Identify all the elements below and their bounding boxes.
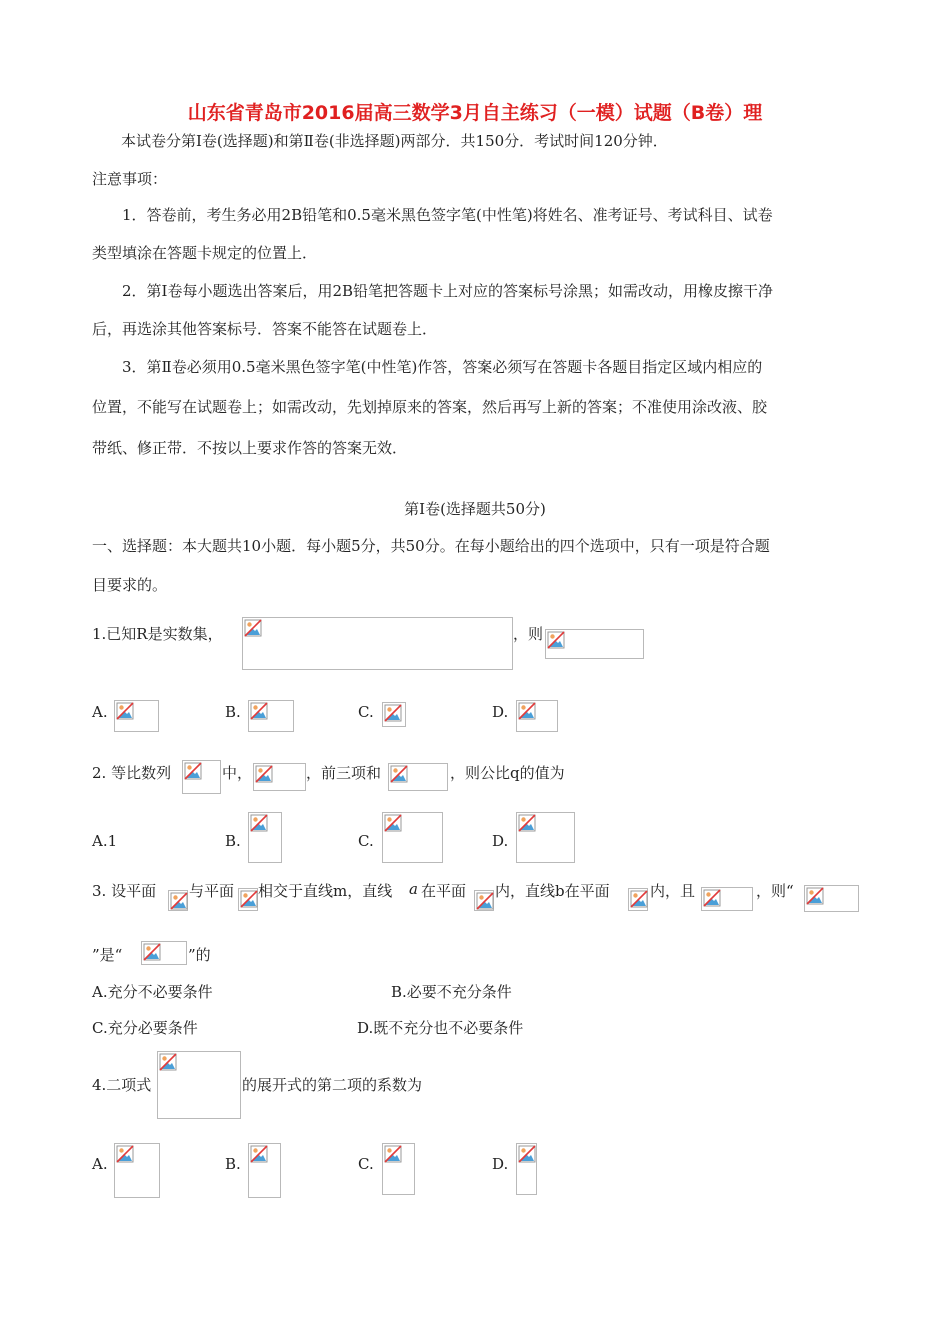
broken-image-icon <box>250 814 268 832</box>
broken-image-icon <box>703 889 721 907</box>
q2-option-label: D. <box>492 832 509 850</box>
q1-option-label: B. <box>225 703 241 721</box>
note-line: 类型填涂在答题卡规定的位置上． <box>92 244 318 262</box>
intro-text: 本试卷分第Ⅰ卷(选择题)和第Ⅱ卷(非选择题)两部分．共150分．考试时间120分钟． <box>121 132 668 150</box>
q3-option: B.必要不充分条件 <box>391 983 512 1001</box>
q3-option: D.既不充分也不必要条件 <box>357 1019 524 1037</box>
formula-image <box>168 890 188 911</box>
formula-image <box>628 888 648 911</box>
formula-image <box>804 885 859 912</box>
q3-line2: ”的 <box>188 946 211 964</box>
q3-var-a: a <box>409 880 418 898</box>
option-image <box>114 1143 160 1198</box>
broken-image-icon <box>518 1145 536 1163</box>
q3-stem: 3. 设平面 <box>92 882 157 900</box>
q2-option-label: A.1 <box>92 832 118 850</box>
q2-stem-cont: 中， <box>222 764 253 782</box>
broken-image-icon <box>547 631 565 649</box>
note-line: 2．第Ⅰ卷每小题选出答案后，用2B铅笔把答题卡上对应的答案标号涂黑；如需改动，用橡皮擦干净 <box>122 282 774 300</box>
q3-option: A.充分不必要条件 <box>92 983 213 1001</box>
q3-stem-cont: 内，且 <box>650 882 696 900</box>
note-line: 位置，不能写在试题卷上；如需改动，先划掉原来的答案，然后再写上新的答案；不准使用涂改液、胶 <box>92 398 768 416</box>
option-image <box>114 700 159 732</box>
broken-image-icon <box>116 1145 134 1163</box>
formula-image <box>253 763 306 791</box>
note-line: 1．答卷前，考生务必用2B铅笔和0.5毫米黑色签字笔(中性笔)将姓名、准考证号、考试科目、试卷 <box>122 206 773 224</box>
formula-image <box>701 887 753 911</box>
q2-stem-cont: ，前三项和 <box>306 764 382 782</box>
q2-option-label: B. <box>225 832 241 850</box>
broken-image-icon <box>116 702 134 720</box>
q1-stem-cont: ，则 <box>513 625 544 643</box>
formula-image <box>474 890 494 911</box>
broken-image-icon <box>240 890 258 908</box>
q3-line2: ”是“ <box>92 946 123 964</box>
q4-stem-cont: 的展开式的第二项的系数为 <box>242 1076 423 1094</box>
option-image <box>248 1143 281 1198</box>
option-image <box>382 812 443 863</box>
broken-image-icon <box>384 1145 402 1163</box>
broken-image-icon <box>476 892 494 910</box>
formula-image <box>545 629 644 659</box>
formula-image <box>388 763 448 791</box>
formula-image <box>238 888 258 911</box>
broken-image-icon <box>184 762 202 780</box>
note-line: 后，再选涂其他答案标号．答案不能答在试题卷上． <box>92 320 438 338</box>
section-title: 第Ⅰ卷(选择题共50分) <box>404 500 546 518</box>
option-image <box>516 1143 537 1195</box>
formula-image <box>141 941 187 965</box>
document-title: 山东省青岛市2016届高三数学3月自主练习（一模）试题（B卷）理 <box>187 102 763 124</box>
broken-image-icon <box>630 890 648 908</box>
broken-image-icon <box>518 814 536 832</box>
option-image <box>382 702 406 727</box>
q3-stem-cont: 与平面 <box>189 882 235 900</box>
q2-stem-cont: ，则公比q的值为 <box>450 764 565 782</box>
q3-stem-cont: ，则“ <box>756 882 794 900</box>
broken-image-icon <box>250 1145 268 1163</box>
q4-stem: 4.二项式 <box>92 1076 152 1094</box>
q2-stem: 2. 等比数列 <box>92 764 172 782</box>
q4-option-label: B. <box>225 1155 241 1173</box>
broken-image-icon <box>250 702 268 720</box>
option-image <box>248 700 294 732</box>
broken-image-icon <box>390 765 408 783</box>
q3-option: C.充分必要条件 <box>92 1019 198 1037</box>
q1-stem: 1.已知R是实数集， <box>92 625 223 643</box>
formula-image <box>242 617 513 670</box>
q4-option-label: C. <box>358 1155 374 1173</box>
q1-option-label: A. <box>92 703 108 721</box>
broken-image-icon <box>143 943 161 961</box>
option-image <box>382 1143 415 1195</box>
formula-image <box>182 760 221 794</box>
option-image <box>516 700 558 732</box>
notes-heading: 注意事项： <box>92 170 168 188</box>
q2-option-label: C. <box>358 832 374 850</box>
broken-image-icon <box>806 887 824 905</box>
option-image <box>248 812 282 863</box>
broken-image-icon <box>244 619 262 637</box>
q3-stem-cont: 内，直线b在平面 <box>495 882 610 900</box>
note-line: 3．第Ⅱ卷必须用0.5毫米黑色签字笔(中性笔)作答，答案必须写在答题卡各题目指定区域内相应的 <box>122 358 763 376</box>
broken-image-icon <box>384 704 402 722</box>
q1-option-label: C. <box>358 703 374 721</box>
note-line: 带纸、修正带．不按以上要求作答的答案无效． <box>92 439 408 457</box>
option-image <box>516 812 575 863</box>
part-intro-line: 目要求的。 <box>92 576 168 594</box>
part-intro-line: 一、选择题：本大题共10小题．每小题5分，共50分。在每小题给出的四个选项中，只有一项是符合题 <box>92 537 770 555</box>
q1-option-label: D. <box>492 703 509 721</box>
broken-image-icon <box>170 892 188 910</box>
broken-image-icon <box>518 702 536 720</box>
q3-stem-cont: 相交于直线m，直线 <box>258 882 393 900</box>
q4-option-label: D. <box>492 1155 509 1173</box>
broken-image-icon <box>384 814 402 832</box>
q4-option-label: A. <box>92 1155 108 1173</box>
broken-image-icon <box>159 1053 177 1071</box>
formula-image <box>157 1051 241 1119</box>
broken-image-icon <box>255 765 273 783</box>
q3-stem-cont: 在平面 <box>421 882 467 900</box>
